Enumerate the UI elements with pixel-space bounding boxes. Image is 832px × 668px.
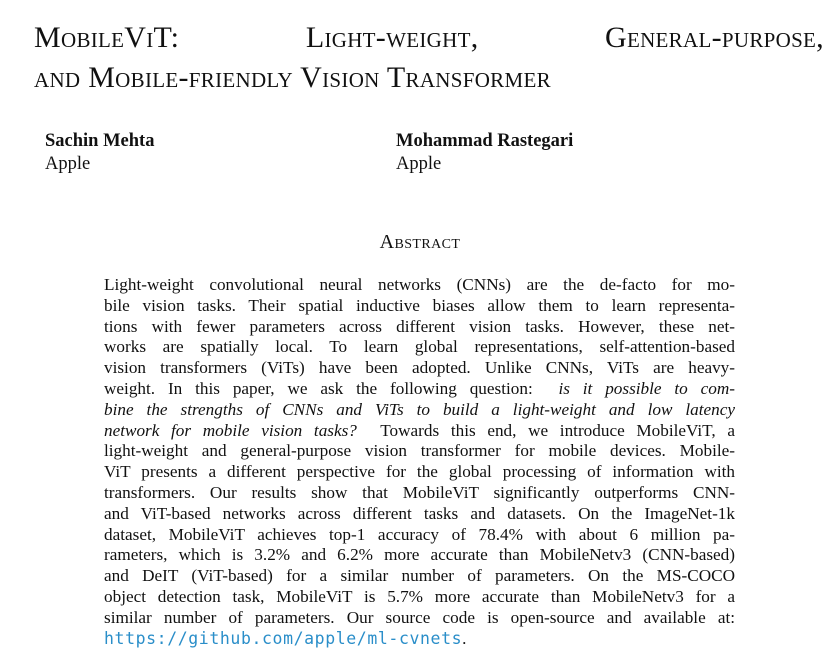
abstract-line: and DeIT (ViT-based) for a similar number of parameters. On the MS-COCO — [104, 566, 735, 586]
abstract-line: vision transformers (ViTs) have been adopted. Unlike CNNs, ViTs are heavy- — [104, 358, 735, 378]
title-line-2 — [34, 58, 824, 98]
abstract-heading: Abstract — [379, 231, 461, 253]
abstract-line: transformers. Our results show that MobileViT significantly outperforms CNN- — [104, 482, 735, 502]
abstract-line-mixed — [104, 421, 735, 442]
abstract-line: ViT presents a different perspective for the global processing of information with — [104, 462, 735, 482]
abstract-line-italic — [104, 400, 735, 421]
abstract-line-mixed — [104, 379, 735, 400]
abstract-line: bile vision tasks. Their spatial inductive biases allow them to learn representa- — [104, 295, 735, 315]
abstract-text: weight. In this paper, we ask the following question: — [104, 378, 533, 398]
author-1 — [45, 130, 154, 176]
author-affiliation: Apple — [45, 154, 91, 174]
author-name: Mohammad Rastegari — [396, 131, 574, 151]
abstract-line: object detection task, MobileViT is 5.7% more accurate than MobileNetv3 for a — [104, 586, 735, 606]
title-word: Light-weight, — [305, 21, 479, 54]
title-word: MobileViT: — [34, 21, 180, 54]
research-question: is it possible to com- — [558, 378, 735, 398]
author-affiliation: Apple — [396, 154, 442, 174]
abstract-line: tions with fewer parameters across different vision tasks. However, these net- — [104, 316, 735, 336]
abstract-line-link — [104, 629, 735, 650]
title-word: and Mobile-friendly Vision Transformer — [34, 61, 551, 94]
abstract-line: rameters, which is 3.2% and 6.2% more accurate than MobileNetv3 (CNN-based) — [104, 545, 735, 565]
abstract-line: and ViT-based networks across different tasks and datasets. On the ImageNet-1k — [104, 503, 735, 523]
link-suffix: . — [462, 628, 467, 648]
title-line-1 — [34, 18, 824, 58]
author-name: Sachin Mehta — [45, 131, 155, 151]
code-repository-link[interactable]: https://github.com/apple/ml-cvnets — [104, 628, 463, 648]
abstract-line: dataset, MobileViT achieves top-1 accuracy of 78.4% with about 6 million pa- — [104, 524, 735, 544]
abstract-line: light-weight and general-purpose vision transformer for mobile devices. Mobile- — [104, 441, 735, 461]
abstract-text: Towards this end, we introduce MobileViT, a — [380, 420, 735, 440]
abstract-line: Light-weight convolutional neural networks (CNNs) are the de-facto for mo- — [104, 275, 735, 294]
paper-title — [34, 18, 824, 98]
research-question: network for mobile vision tasks? — [104, 420, 357, 440]
abstract-line: similar number of parameters. Our source code is open-source and available at: — [104, 607, 735, 627]
abstract-line: works are spatially local. To learn global representations, self-attention-based — [104, 337, 735, 357]
author-block — [0, 130, 832, 180]
abstract-body — [104, 275, 735, 649]
research-question: bine the strengths of CNNs and ViTs to build a light-weight and low latency — [104, 399, 735, 419]
title-word: General-purpose, — [605, 21, 824, 54]
author-2 — [396, 130, 573, 176]
